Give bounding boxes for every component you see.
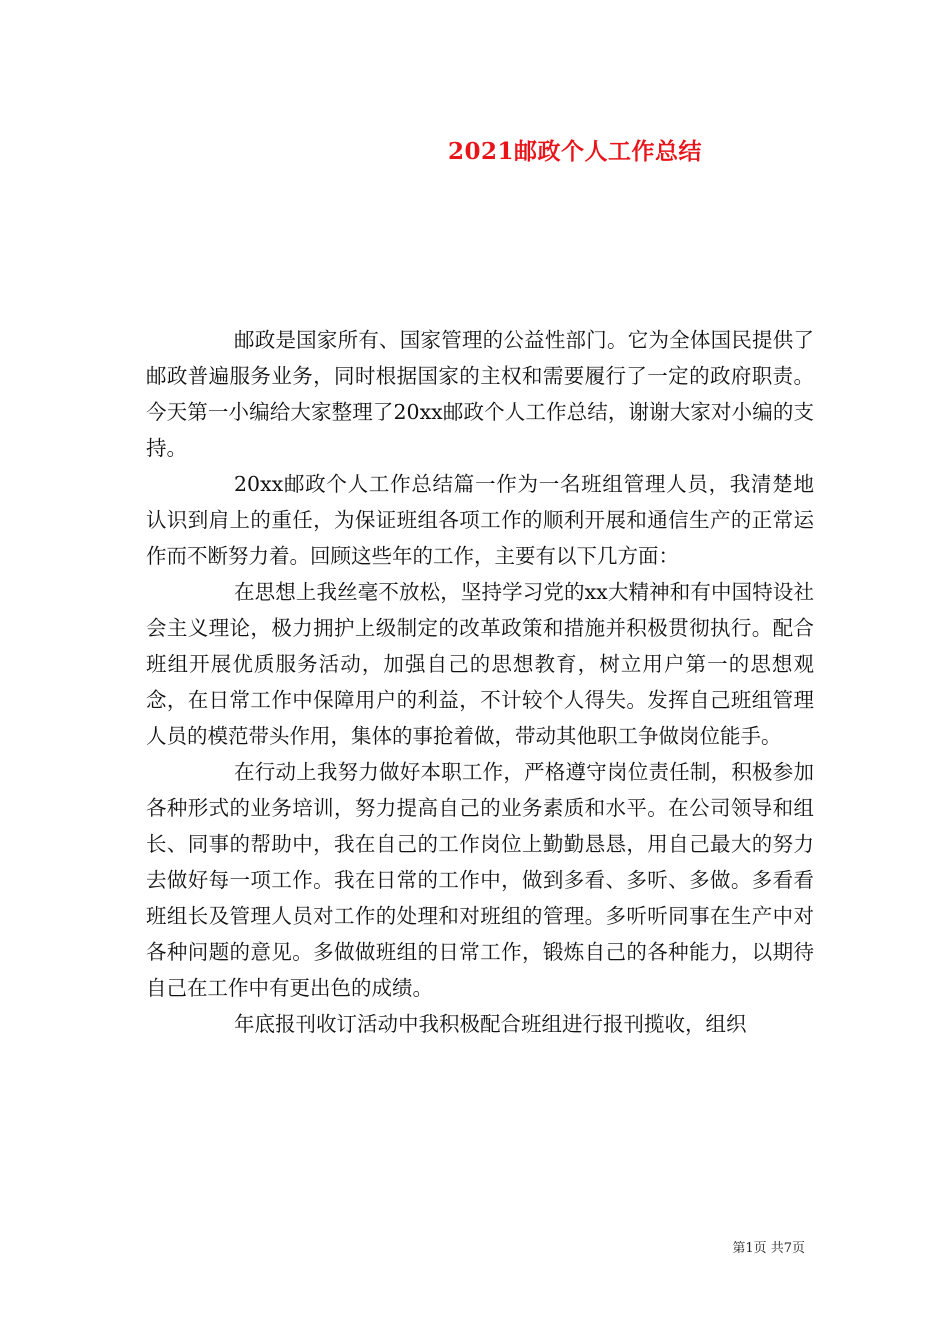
paragraph-year-end: 年底报刊收订活动中我积极配合班组进行报刊揽收，组织 <box>234 1012 747 1036</box>
document-body <box>146 322 814 1042</box>
paragraph-intro: 邮政是国家所有、国家管理的公益性部门。它为全体国民提供了邮政普遍服务业务，同时根据国家的主权和需要履行了一定的政府职责。今天第一小编给大家整理了20xx邮政个人工作总结，谢谢大家对小编的支持。 <box>146 328 814 460</box>
paragraph-section-one: 20xx邮政个人工作总结篇一作为一名班组管理人员，我清楚地认识到肩上的重任，为保证班组各项工作的顺利开展和通信生产的正常运作而不断努力着。回顾这些年的工作，主要有以下几方面： <box>146 472 814 568</box>
paragraph-action: 在行动上我努力做好本职工作，严格遵守岗位责任制，积极参加各种形式的业务培训，努力提高自己的业务素质和水平。在公司领导和组长、同事的帮助中，我在自己的工作岗位上勤勤恳恳，用自己最大的努力去做好每一项工作。我在日常的工作中，做到多看、多听、多做。多看看班组长及管理人员对工作的处理和对班组的管理。多听听同事在生产中对各种问题的意见。多做做班组的日常工作，锻炼自己的各种能力，以期待自己在工作中有更出色的成绩。 <box>146 760 814 1000</box>
paragraph-thought: 在思想上我丝毫不放松，坚持学习党的xx大精神和有中国特设社会主义理论，极力拥护上级制定的改革政策和措施并积极贯彻执行。配合班组开展优质服务活动，加强自己的思想教育，树立用户第一的思想观念，在日常工作中保障用户的利益，不计较个人得失。发挥自己班组管理人员的模范带头作用，集体的事抢着做，带动其他职工争做岗位能手。 <box>146 580 814 748</box>
page-number: 第1页 共7页 <box>732 1241 805 1256</box>
document-title: 2021邮政个人工作总结 <box>447 138 702 165</box>
